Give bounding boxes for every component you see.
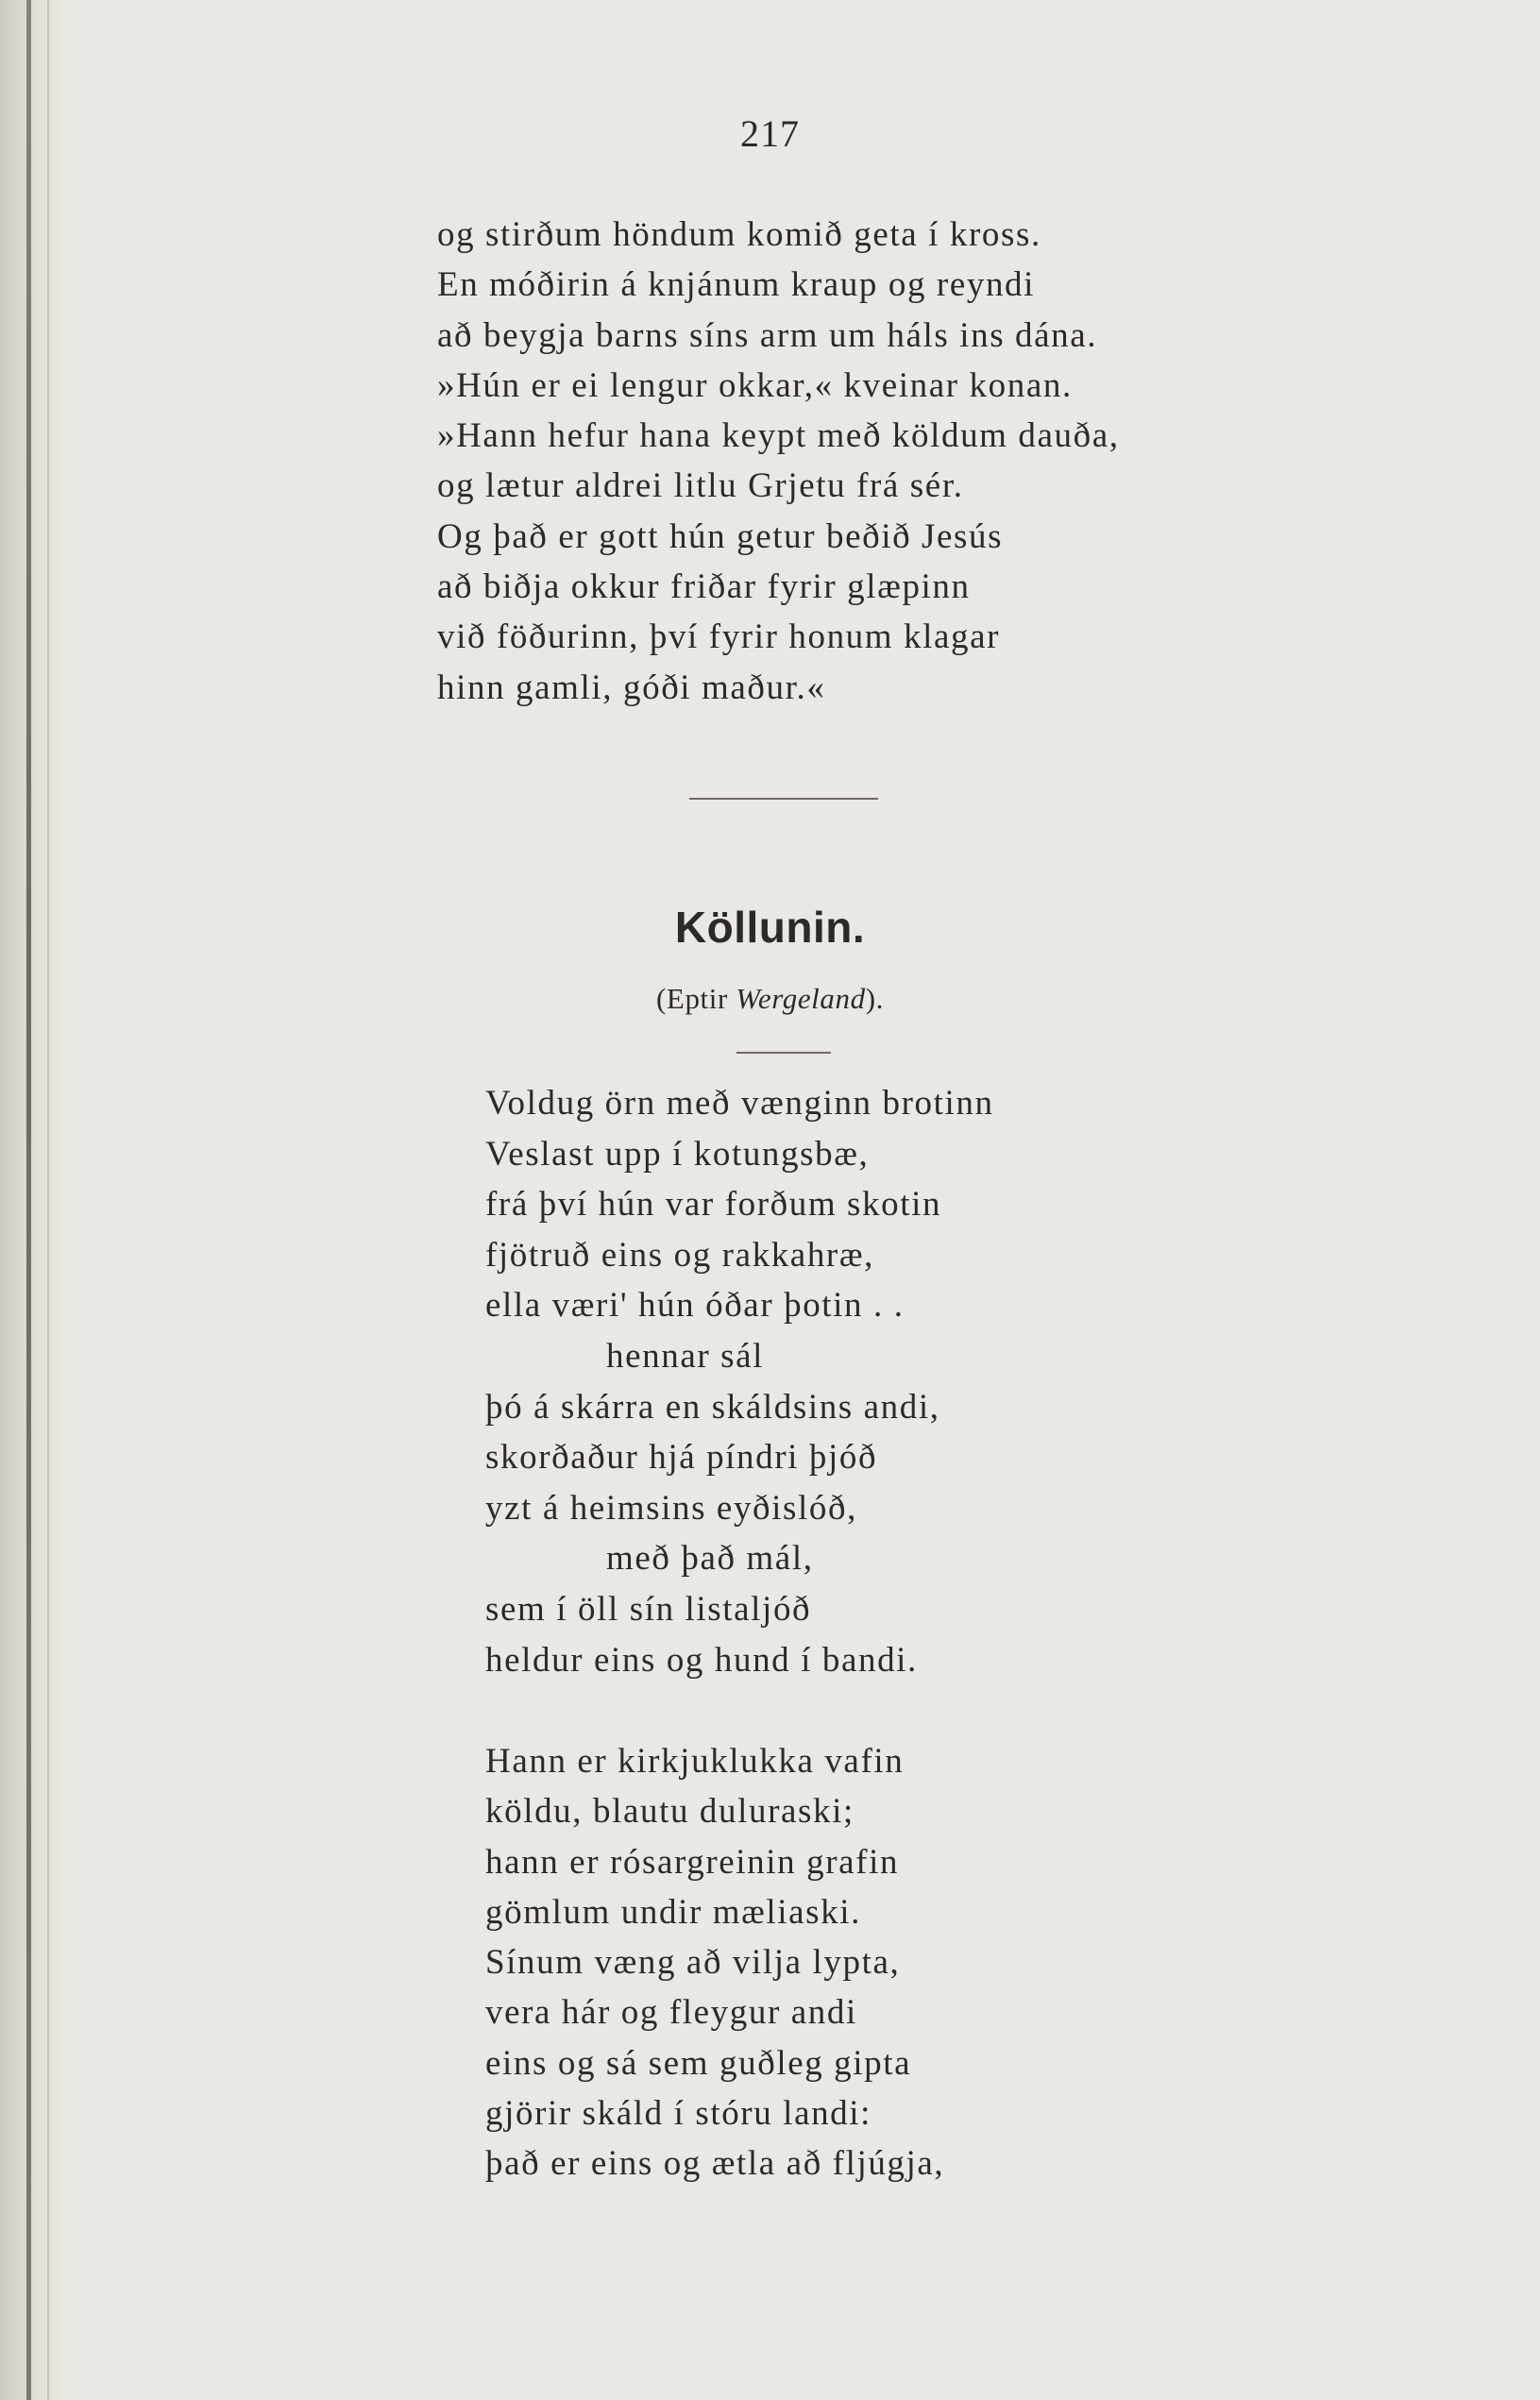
poem-line: heldur eins og hund í bandi. — [485, 1640, 918, 1680]
poem-line: vera hár og fleygur andi — [485, 1993, 857, 2033]
poem-line: við föðurinn, því fyrir honum klagar — [437, 617, 1001, 657]
poem-line: að beygja barns síns arm um háls ins dána. — [437, 315, 1098, 355]
poem-line: og lætur aldrei litlu Grjetu frá sér. — [437, 466, 964, 506]
poem-line: sem í öll sín listaljóð — [485, 1589, 812, 1629]
page-number: 217 — [740, 112, 800, 155]
poem-line: köldu, blautu duluraski; — [485, 1792, 855, 1832]
poem-line: og stirðum höndum komið geta í kross. — [437, 215, 1041, 254]
attribution-suffix: ). — [865, 982, 884, 1015]
poem-line: ella væri' hún óðar þotin . . — [485, 1286, 905, 1326]
poem-line: hann er rósargreinin grafin — [485, 1842, 900, 1882]
attribution-prefix: (Eptir — [656, 982, 736, 1015]
poem-line: frá því hún var forðum skotin — [485, 1185, 942, 1225]
stanza-second — [485, 1736, 944, 2189]
poem-line: skorðaður hjá píndri þjóð — [485, 1438, 878, 1478]
section-divider-rule — [689, 798, 878, 800]
poem-line: hinn gamli, góði maður.« — [437, 668, 826, 707]
poem-line: þó á skárra en skáldsins andi, — [485, 1387, 940, 1427]
poem-line: »Hann hefur hana keypt með köldum dauða, — [437, 416, 1120, 456]
poem-line: En móðirin á knjánum kraup og reyndi — [437, 265, 1036, 305]
poem-line: hennar sál — [606, 1336, 765, 1376]
poem-line: Sínum væng að vilja lypta, — [485, 1943, 901, 1983]
poem-line: gömlum undir mæliaski. — [485, 1892, 862, 1932]
page-gutter-shadow — [0, 0, 66, 2400]
poem-line: Veslast upp í kotungsbæ, — [485, 1134, 870, 1174]
title-underline-rule — [736, 1052, 831, 1054]
poem-line: Hann er kirkjuklukka vafin — [485, 1742, 905, 1781]
poem-line: að biðja okkur friðar fyrir glæpinn — [437, 567, 971, 607]
poem-line: með það mál, — [606, 1539, 814, 1579]
poem-line: »Hún er ei lengur okkar,« kveinar konan. — [437, 365, 1073, 405]
poem-line: yzt á heimsins eyðislóð, — [485, 1488, 857, 1528]
poem-line: Voldug örn með vænginn brotinn — [485, 1084, 994, 1123]
poem-line: það er eins og ætla að fljúgja, — [485, 2144, 945, 2184]
poem-title: Köllunin. — [674, 903, 866, 952]
book-binding-crease — [47, 0, 49, 2400]
stanza-previous-poem-ending — [437, 210, 1120, 713]
poem-line: eins og sá sem guðleg gipta — [485, 2043, 912, 2083]
poem-attribution — [0, 982, 1540, 1016]
poem-line: fjötruð eins og rakkahræ, — [485, 1235, 874, 1275]
stanza-first — [485, 1078, 994, 1685]
book-binding-edge — [26, 0, 31, 2400]
attribution-author: Wergeland — [736, 982, 866, 1015]
poem-line: gjörir skáld í stóru landi: — [485, 2094, 872, 2134]
poem-line: Og það er gott hún getur beðið Jesús — [437, 516, 1004, 556]
